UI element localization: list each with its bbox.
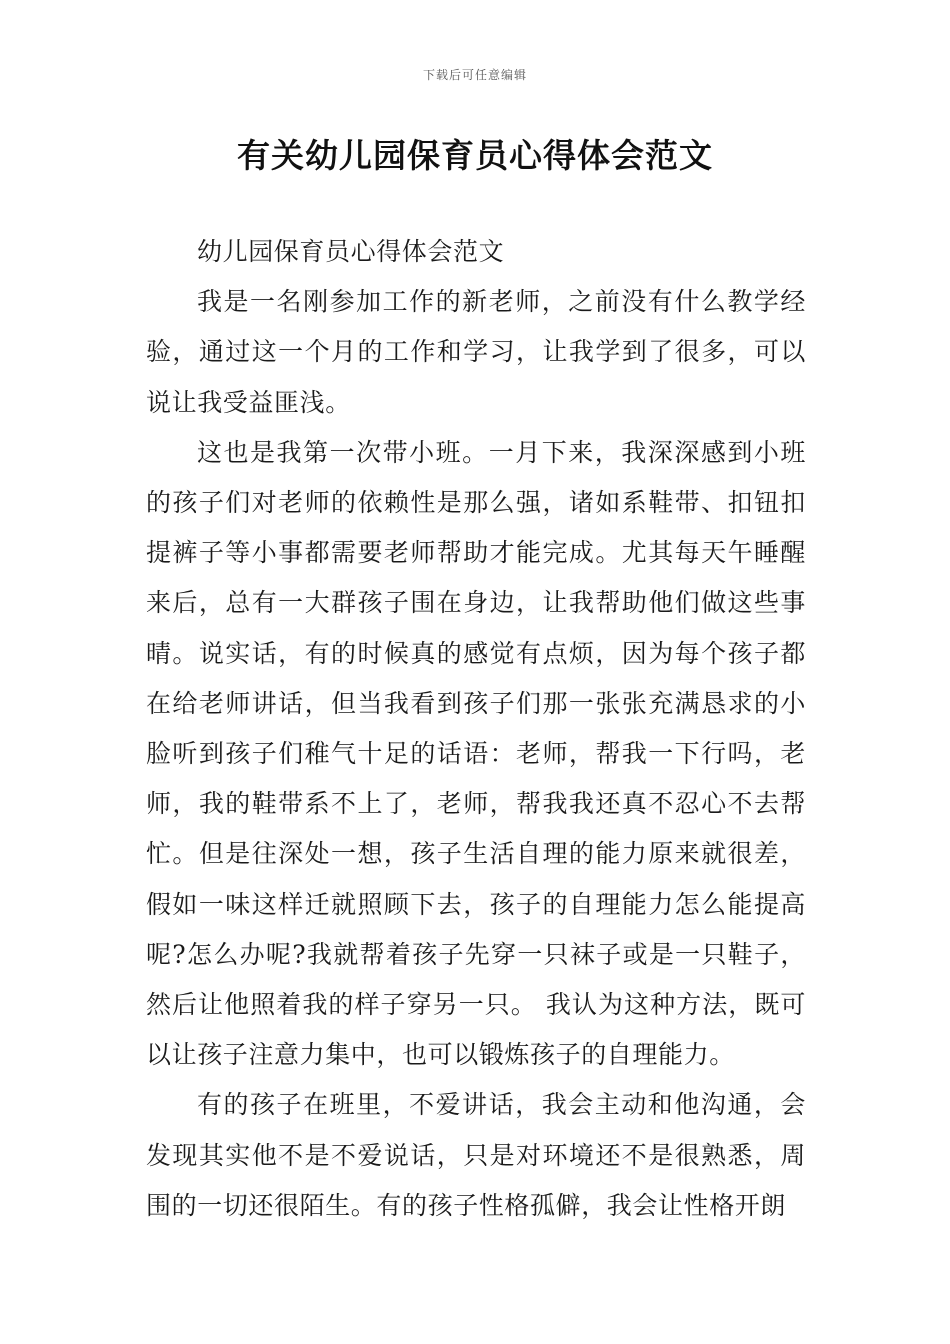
paragraph: 我是一名刚参加工作的新老师，之前没有什么教学经验，通过这一个月的工作和学习，让我学到了很多，可以说让我受益匪浅。: [146, 287, 806, 417]
document-body: [146, 227, 806, 1231]
document-title: 有关幼儿园保育员心得体会范文: [237, 136, 713, 175]
paragraph: 这也是我第一次带小班。一月下来，我深深感到小班的孩子们对老师的依赖性是那么强，诸如系鞋带、扣钮扣提裤子等小事都需要老师帮助才能完成。尤其每天午睡醒来后，总有一大群孩子围在身边，让我帮助他们做这些事晴。说实话，有的时候真的感觉有点烦，因为每个孩子都在给老师讲话，但当我看到孩子们那一张张充满恳求的小脸听到孩子们稚气十足的话语：老师，帮我一下行吗，老师，我的鞋带系不上了，老师，帮我我还真不忍心不去帮忙。但是往深处一想，孩子生活自理的能力原来就很差，假如一味这样迁就照顾下去，孩子的自理能力怎么能提高呢?怎么办呢?我就帮着孩子先穿一只袜子或是一只鞋子，然后让他照着我的样子穿另一只。 我认为这种方法，既可以让孩子注意力集中，也可以锻炼孩子的自理能力。: [146, 437, 806, 1070]
paragraph-subtitle: 幼儿园保育员心得体会范文: [197, 237, 505, 266]
paragraph: 有的孩子在班里，不爱讲话，我会主动和他沟通，会发现其实他不是不爱说话，只是对环境还不是很熟悉，周围的一切还很陌生。有的孩子性格孤僻，我会让性格开朗: [146, 1090, 806, 1220]
header-note: 下载后可任意编辑: [422, 68, 527, 82]
